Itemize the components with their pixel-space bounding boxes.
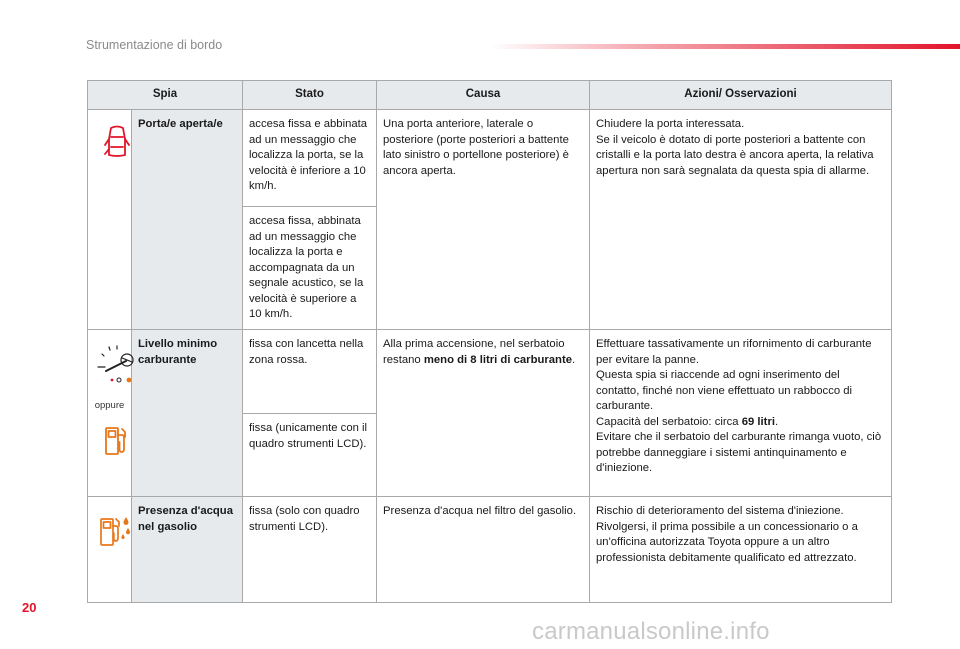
header-accent-bar bbox=[490, 44, 960, 49]
water-in-diesel-icon bbox=[99, 514, 133, 548]
cause-text: . bbox=[572, 353, 576, 366]
column-header-causa: Causa bbox=[377, 81, 590, 110]
actions-text: Effettuare tassativamente un rifornimento di carburante per evitare la panne. Questa spia si riaccende ad ogni inserimento del contatto, finché non viene effettuato un rabbocco di carburante. Capacità del serbatoio: circa bbox=[596, 338, 872, 428]
warning-lights-table bbox=[87, 80, 892, 603]
table-row bbox=[88, 497, 892, 603]
actions-cell: Chiudere la porta interessata. Se il veicolo è dotato di porte posteriori a battente con cristalli e la porta lato destra è ancora aperta, la relativa apertura non sarà segnalata da questa spia di allarme. bbox=[590, 110, 892, 330]
fuel-pump-icon bbox=[104, 425, 128, 457]
state-cell: accesa fissa, abbinata ad un messaggio che localizza la porta e accompagnata da un segnale acustico, se la velocità è superiore a 10 km/h. bbox=[243, 207, 377, 330]
icon-cell-fuel bbox=[88, 330, 132, 497]
page-number: 20 bbox=[22, 600, 37, 615]
actions-cell bbox=[590, 330, 892, 497]
actions-cell: Rischio di deterioramento del sistema d'iniezione. Rivolgersi, il prima possibile a un concessionario o a un'officina autorizzata Toyota oppure a un altro professionista debitamente qualificato ed attrezzato. bbox=[590, 497, 892, 603]
cause-cell: Una porta anteriore, laterale o posteriore (porte posteriori a battente lato sinistro o portellone posteriore) è ancora aperta. bbox=[377, 110, 590, 330]
warning-name-fuel: Livello minimo carburante bbox=[132, 330, 243, 497]
icon-cell-door bbox=[88, 110, 132, 330]
watermark: carmanualsonline.info bbox=[532, 618, 770, 645]
cause-cell bbox=[377, 330, 590, 497]
actions-text: . Evitare che il serbatoio del carburante rimanga vuoto, ciò potrebbe danneggiare i sistemi antinquinamento e d'iniezione. bbox=[596, 415, 882, 474]
table-header-row bbox=[88, 81, 892, 110]
column-header-spia: Spia bbox=[88, 81, 243, 110]
actions-text-bold: 69 litri bbox=[741, 415, 775, 428]
column-header-azioni: Azioni/ Osservazioni bbox=[590, 81, 892, 110]
state-cell: fissa (solo con quadro strumenti LCD). bbox=[243, 497, 377, 603]
table-row bbox=[88, 110, 892, 207]
cause-text-bold: meno di 8 litri di carburante bbox=[423, 353, 572, 366]
state-cell: fissa con lancetta nella zona rossa. bbox=[243, 330, 377, 414]
oppure-label: oppure bbox=[94, 400, 125, 411]
section-title: Strumentazione di bordo bbox=[86, 38, 223, 52]
warning-name-door: Porta/e aperta/e bbox=[132, 110, 243, 330]
column-header-stato: Stato bbox=[243, 81, 377, 110]
door-open-warning-icon bbox=[104, 125, 130, 159]
table-row bbox=[88, 330, 892, 414]
state-cell: fissa (unicamente con il quadro strumenti LCD). bbox=[243, 414, 377, 497]
cause-text: Alla prima accensione, nel serbatoio restano bbox=[383, 338, 565, 366]
warning-name-water: Presenza d'acqua nel gasolio bbox=[132, 497, 243, 603]
cause-cell: Presenza d'acqua nel filtro del gasolio. bbox=[377, 497, 590, 603]
state-cell: accesa fissa e abbinata ad un messaggio che localizza la porta, se la velocità è inferiore a 10 km/h. bbox=[243, 110, 377, 207]
fuel-gauge-low-icon bbox=[96, 341, 136, 387]
icon-cell-water bbox=[88, 497, 132, 603]
